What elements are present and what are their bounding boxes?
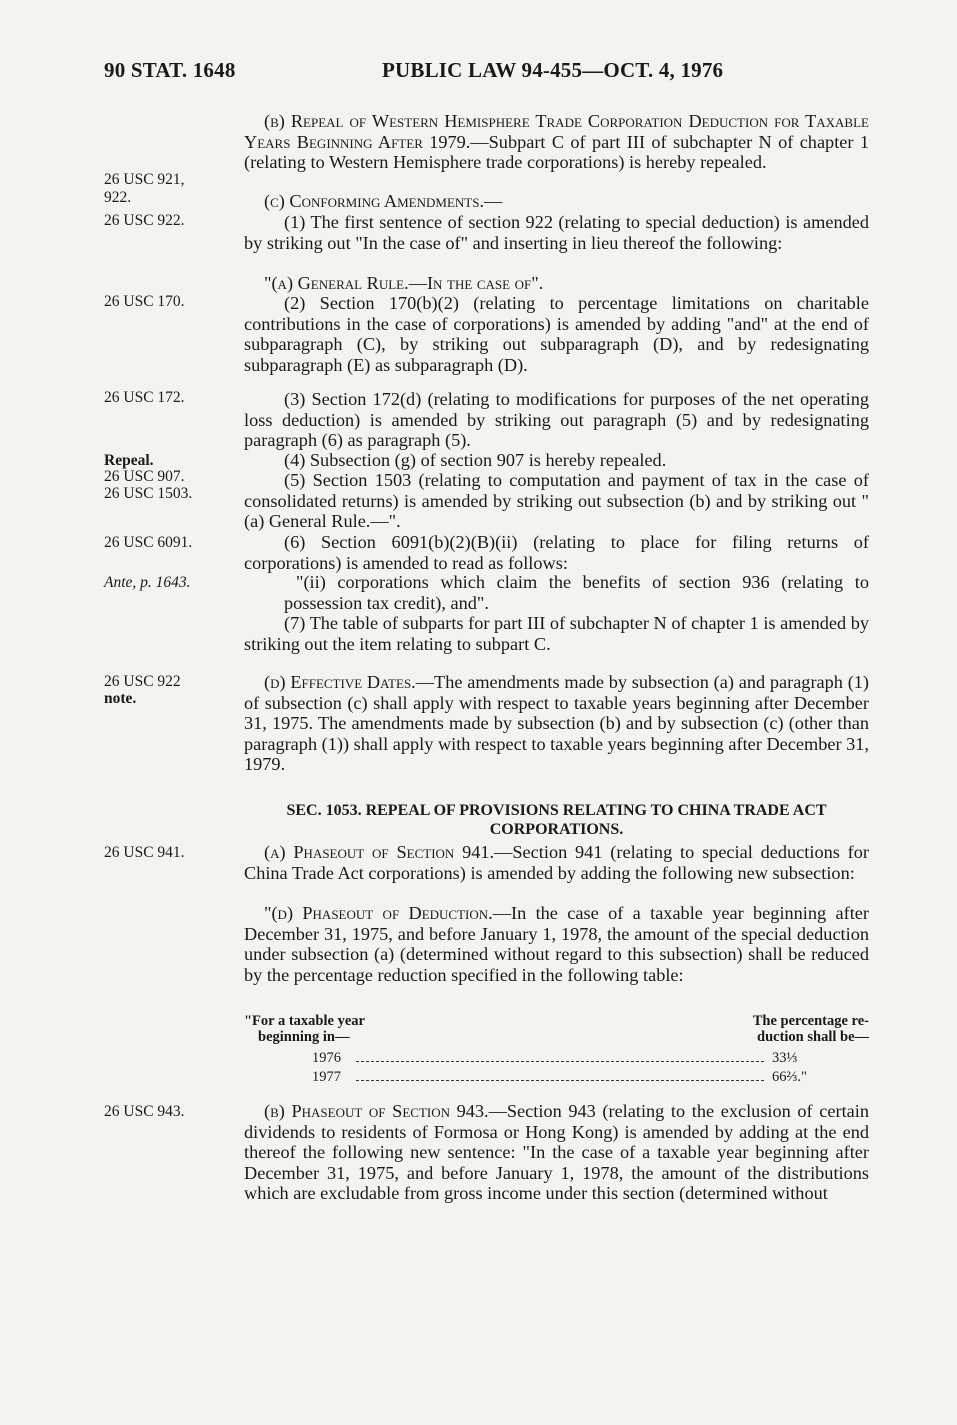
paragraph-c6-quote: "(ii) corporations which claim the benefits of section 936 (relating to possession tax credit), and". xyxy=(284,572,869,613)
table-row xyxy=(312,1050,822,1067)
leader-dots xyxy=(356,1080,764,1081)
paragraph-a: (a) Phaseout of Section 941.—Section 941 (relating to special deductions for China Trade Act corporations) is amended by adding the following new subsection: xyxy=(244,842,869,883)
table-percent: 66⅔." xyxy=(772,1069,807,1085)
paragraph-b-943: (b) Phaseout of Section 943.—Section 943 (relating to the exclusion of certain dividends to residents of Formosa or Hong Kong) is amended by adding at the end thereof the following new sentence: "In the case of a taxable year beginning after December 31, 1975, and before January 1, 1978, the amount of the distributions which are excludable from gross income under this section (determined without xyxy=(244,1101,869,1203)
margin-note: note. xyxy=(104,690,137,707)
section-heading: SEC. 1053. REPEAL OF PROVISIONS RELATING TO CHINA TRADE ACT CORPORATIONS. xyxy=(286,802,827,838)
paragraph-c6: (6) Section 6091(b)(2)(B)(ii) (relating to place for filing returns of corporations) is amended to read as follows: xyxy=(244,532,869,573)
margin-note: 26 USC 170. xyxy=(104,293,185,310)
margin-note: 26 USC 1503. xyxy=(104,485,193,502)
table-year: 1977 xyxy=(312,1069,341,1085)
paragraph-c2: (2) Section 170(b)(2) (relating to percentage limitations on charitable contributions in the case of corporations) is amended by adding "and" at the end of subparagraph (C), by striking out subparagraph (D), and by redesignating subparagraph (E) as subparagraph (D). xyxy=(244,293,869,375)
paragraph-c7: (7) The table of subparts for part III of subchapter N of chapter 1 is amended by striking out the item relating to subpart C. xyxy=(244,613,869,654)
table-header-year: "For a taxable year beginning in— xyxy=(244,1013,365,1045)
paragraph-c5: (5) Section 1503 (relating to computation and payment of tax in the case of consolidated returns) is amended by striking out subsection (b) and by striking out "(a) General Rule.—". xyxy=(244,470,869,531)
leader-dots xyxy=(356,1061,764,1062)
margin-note: Ante, p. 1643. xyxy=(104,574,191,591)
paragraph-c1: (1) The first sentence of section 922 (relating to special deduction) is amended by striking out "In the case of" and inserting in lieu thereof the following: xyxy=(244,212,869,253)
table-header-percent: The percentage re- duction shall be— xyxy=(752,1013,869,1045)
table-percent: 33⅓ xyxy=(772,1050,798,1066)
margin-note: 26 USC 941. xyxy=(104,844,185,861)
paragraph-heading: (b) Repeal of Western Hemisphere Trade Corporation Deduction for Taxable Years Beginning After 1979. xyxy=(244,111,869,152)
margin-note: 922. xyxy=(104,189,132,206)
margin-note: 26 USC 921, xyxy=(104,171,185,188)
paragraph-d-phaseout: "(d) Phaseout of Deduction.—In the case of a taxable year beginning after December 31, 1975, and before January 1, 1978, the amount of the special deduction under subsection (a) (determined without regard to this subsection) shall be reduced by the percentage reduction specified in the following table: xyxy=(244,903,869,985)
page-law-title: PUBLIC LAW 94-455—OCT. 4, 1976 xyxy=(382,58,724,82)
margin-note: 26 USC 943. xyxy=(104,1103,185,1120)
margin-note: 26 USC 922 xyxy=(104,673,181,690)
table-row xyxy=(312,1069,822,1086)
paragraph-b: (b) Repeal of Western Hemisphere Trade Corporation Deduction for Taxable Years Beginning After 1979.—Subpart C of part III of subchapter N of chapter 1 (relating to Western Hemisphere trade corporations) is hereby repealed. xyxy=(244,111,869,172)
paragraph-d: (d) Effective Dates.—The amendments made by subsection (a) and paragraph (1) of subsection (c) shall apply with respect to taxable years beginning after December 31, 1975. The amendments made by subsection (b) and by subsection (c) (other than paragraph (1)) shall apply with respect to taxable years beginning after December 31, 1979. xyxy=(244,672,870,774)
margin-note: 26 USC 922. xyxy=(104,212,185,229)
margin-note: 26 USC 907. xyxy=(104,468,185,485)
margin-note: 26 USC 6091. xyxy=(104,534,193,551)
paragraph-c3: (3) Section 172(d) (relating to modifications for purposes of the net operating loss deduction) is amended by striking out paragraph (5) and by redesignating paragraph (6) as paragraph (5). xyxy=(244,389,869,450)
paragraph-c-heading: (c) Conforming Amendments.— xyxy=(264,191,503,211)
paragraph-c1-quote: "(a) General Rule.—In the case of". xyxy=(264,273,544,293)
page-stat-citation: 90 STAT. 1648 xyxy=(104,58,236,82)
margin-note: 26 USC 172. xyxy=(104,389,185,406)
paragraph-c4: (4) Subsection (g) of section 907 is hereby repealed. xyxy=(284,450,667,470)
table-year: 1976 xyxy=(312,1050,341,1066)
margin-note-repeal: Repeal. xyxy=(104,452,154,469)
